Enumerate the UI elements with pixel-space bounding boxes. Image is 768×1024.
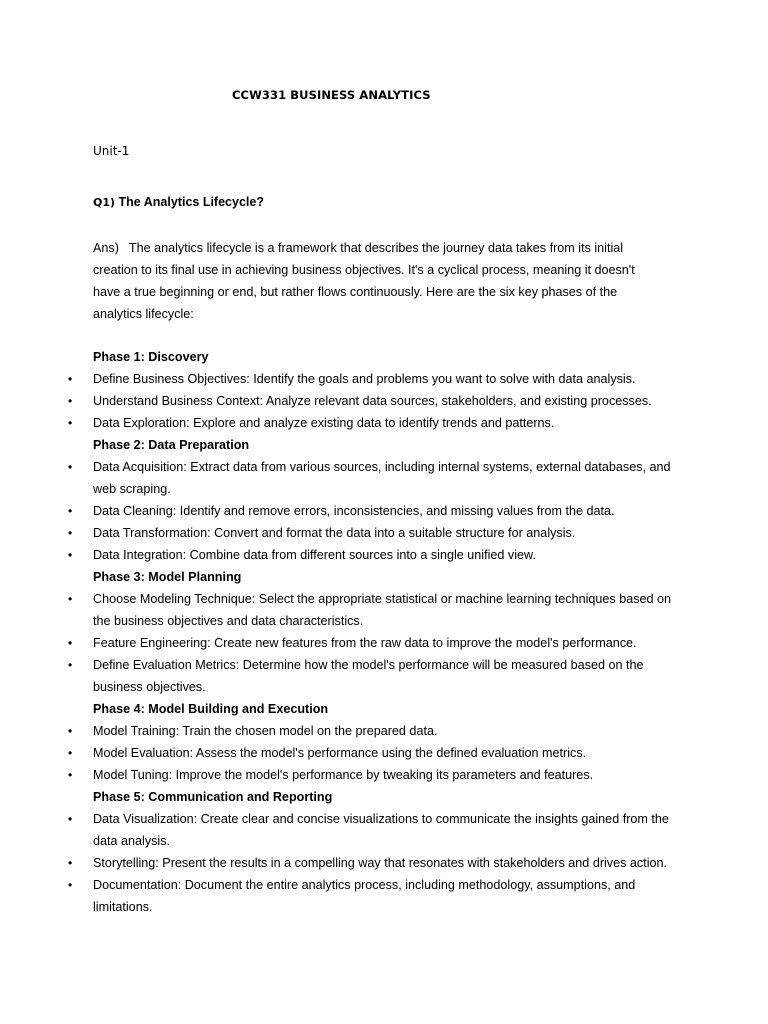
bullet-icon: •: [68, 416, 73, 430]
list-item: [68, 874, 683, 918]
list-item: [68, 720, 683, 742]
document-title: CCW331 BUSINESS ANALYTICS: [232, 88, 431, 102]
phase-bullet-list: [68, 588, 683, 698]
list-item-text: Define Evaluation Metrics: Determine how the model's performance will be measured based on the business objectives.: [93, 658, 644, 694]
bullet-icon: •: [68, 394, 73, 408]
bullet-icon: •: [68, 372, 73, 386]
phase-bullet-list: [68, 720, 683, 786]
bullet-icon: •: [68, 504, 73, 518]
answer-text: The analytics lifecycle is a framework that describes the journey data takes from its initial creation to its final use in achieving business objectives. It's a cyclical process, meaning it doesn't have a true beginning or end, but rather flows continuously. Here are the six key phases of the analytics lifecycle:: [93, 241, 635, 321]
list-item-text: Data Integration: Combine data from different sources into a single unified view.: [93, 548, 536, 562]
list-item: [68, 500, 683, 522]
phases-section: [68, 346, 683, 918]
list-item-text: Choose Modeling Technique: Select the appropriate statistical or machine learning techniques based on the business objectives and data characteristics.: [93, 592, 672, 628]
list-item: [68, 654, 683, 698]
answer-paragraph: [93, 237, 663, 325]
bullet-icon: •: [68, 460, 73, 474]
phase-bullet-list: [68, 368, 683, 434]
unit-label: Unit-1: [93, 144, 130, 158]
list-item: [68, 742, 683, 764]
list-item-text: Storytelling: Present the results in a compelling way that resonates with stakeholders and drives action.: [93, 856, 668, 870]
list-item: [68, 544, 683, 566]
bullet-icon: •: [68, 856, 73, 870]
bullet-icon: •: [68, 768, 73, 782]
list-item: [68, 764, 683, 786]
phase-heading: Phase 3: Model Planning: [93, 570, 242, 584]
list-item-text: Data Transformation: Convert and format the data into a suitable structure for analysis.: [93, 526, 576, 540]
phase-bullet-list: [68, 808, 683, 918]
phase-heading: Phase 5: Communication and Reporting: [93, 790, 333, 804]
list-item: [68, 456, 683, 500]
question-heading: [93, 195, 264, 209]
list-item: [68, 808, 683, 852]
list-item-text: Data Cleaning: Identify and remove errors, inconsistencies, and missing values from the data.: [93, 504, 615, 518]
bullet-icon: •: [68, 878, 73, 892]
list-item-text: Feature Engineering: Create new features from the raw data to improve the model's performance.: [93, 636, 637, 650]
list-item-text: Data Acquisition: Extract data from various sources, including internal systems, external databases, and web scraping.: [93, 460, 671, 496]
bullet-icon: •: [68, 658, 73, 672]
list-item-text: Data Exploration: Explore and analyze existing data to identify trends and patterns.: [93, 416, 555, 430]
bullet-icon: •: [68, 592, 73, 606]
list-item: [68, 852, 683, 874]
question-number: Q1): [93, 196, 116, 209]
bullet-icon: •: [68, 746, 73, 760]
bullet-icon: •: [68, 548, 73, 562]
list-item-text: Data Visualization: Create clear and concise visualizations to communicate the insights gained from the data analysis.: [93, 812, 669, 848]
list-item-text: Model Training: Train the chosen model on the prepared data.: [93, 724, 438, 738]
list-item: [68, 588, 683, 632]
phase-bullet-list: [68, 456, 683, 566]
list-item-text: Model Tuning: Improve the model's performance by tweaking its parameters and features.: [93, 768, 594, 782]
list-item: [68, 390, 683, 412]
list-item-text: Model Evaluation: Assess the model's performance using the defined evaluation metrics.: [93, 746, 587, 760]
phase-heading: Phase 1: Discovery: [93, 350, 209, 364]
bullet-icon: •: [68, 724, 73, 738]
list-item-text: Understand Business Context: Analyze relevant data sources, stakeholders, and existing processes.: [93, 394, 652, 408]
list-item: [68, 368, 683, 390]
list-item-text: Documentation: Document the entire analytics process, including methodology, assumptions, and limitations.: [93, 878, 636, 914]
list-item: [68, 522, 683, 544]
question-text: The Analytics Lifecycle?: [118, 195, 264, 209]
bullet-icon: •: [68, 812, 73, 826]
bullet-icon: •: [68, 526, 73, 540]
list-item-text: Define Business Objectives: Identify the goals and problems you want to solve with data analysis.: [93, 372, 636, 386]
list-item: [68, 632, 683, 654]
phase-heading: Phase 2: Data Preparation: [93, 438, 250, 452]
bullet-icon: •: [68, 636, 73, 650]
list-item: [68, 412, 683, 434]
phase-heading: Phase 4: Model Building and Execution: [93, 702, 329, 716]
answer-label: Ans): [93, 241, 119, 255]
